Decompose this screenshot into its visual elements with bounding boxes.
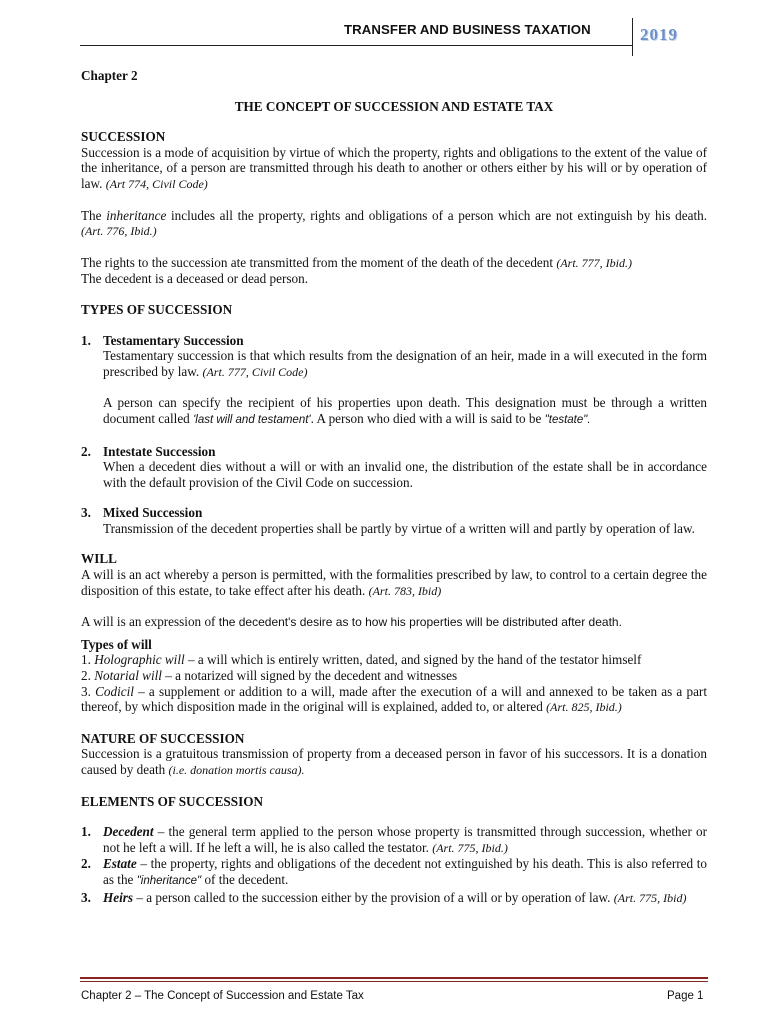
will-paragraph-1: A will is an act whereby a person is permitted, with the formalities prescribed by law, to control to a certain degree the disposition of this estate, to take effect after his death. (Art. 783, Ibid): [81, 567, 707, 598]
header-year: 2019: [640, 25, 678, 44]
header-title: TRANSFER AND BUSINESS TAXATION: [344, 22, 591, 37]
section-heading-succession: SUCCESSION: [81, 129, 166, 145]
succession-paragraph-2: The inheritance includes all the property, rights and obligations of a person which are not extinguish by his death. (Art. 776, Ibid.): [81, 207, 708, 239]
section-heading-will: WILL: [81, 551, 117, 567]
will-type-item: 1. Holographic will – a will which is entirely written, dated, and signed by the hand of the testator himself: [81, 652, 642, 668]
footer-rule-thin: [80, 981, 708, 982]
section-heading-types-of-will: Types of will: [81, 636, 152, 652]
section-heading-types-of-succession: TYPES OF SUCCESSION: [81, 301, 233, 317]
main-title: THE CONCEPT OF SUCCESSION AND ESTATE TAX: [234, 98, 554, 114]
footer-rule: [80, 977, 708, 979]
will-paragraph-2: A will is an expression of the decedent's desire as to how his properties will be distributed after death.: [81, 614, 622, 630]
succession-type-item: 1. Testamentary Succession Testamentary succession is that which results from the designation of an heir, made in a will executed in the form prescribed by law. (Art. 777, Civil Code) A person can specify the recipient of his properties upon death. This designation must be through a written document called 'last will and testament'. A person who died with a will is said to be "testate".: [81, 332, 707, 426]
will-type-item: 2. Notarial will – a notarized will signed by the decedent and witnesses: [81, 668, 458, 684]
section-heading-nature: NATURE OF SUCCESSION: [81, 730, 245, 746]
nature-paragraph: Succession is a gratuitous transmission of property from a deceased person in favor of his successors. It is a donation caused by death (i.e. donation mortis causa).: [81, 746, 707, 777]
element-item: 2. Estate – the property, rights and obligations of the decedent not extinguished by his death. This is also referred to as the "inheritance" of the decedent.: [81, 856, 708, 887]
succession-type-item: 2. Intestate Succession When a decedent dies without a will or with an invalid one, the distribution of the estate shall be in accordance with the default provision of the Civil Code on succession.: [81, 443, 707, 490]
will-type-item: 3. Codicil – a supplement or addition to a will, made after the execution of a will and annexed to be taken as a part thereof, by which disposition made in the original will is explained, added to, or altered (Art. 825, Ibid.): [81, 683, 707, 715]
header-rule: [80, 45, 632, 46]
section-heading-elements: ELEMENTS OF SUCCESSION: [81, 793, 263, 809]
element-item: 3. Heirs – a person called to the succession either by the provision of a will or by operation of law. (Art. 775, Ibid): [81, 889, 687, 905]
element-item: 1. Decedent – the general term applied to the person whose property is transmitted through succession, whether or not he left a will. If he left a will, he is also called the testator. (Art. 775, Ibid.): [81, 824, 708, 855]
succession-paragraph-1: Succession is a mode of acquisition by virtue of which the property, rights and obligations to the extent of the value of the inheritance, of a person are transmitted through his death to another or others either by his will or by operation of law. (Art 774, Civil Code): [81, 144, 707, 191]
succession-paragraph-3: The rights to the succession ate transmitted from the moment of the death of the decedent (Art. 777, Ibid.) The decedent is a deceased or dead person.: [81, 254, 632, 287]
footer-chapter-title: Chapter 2 – The Concept of Succession and Estate Tax: [81, 990, 364, 1002]
chapter-label: Chapter 2: [81, 68, 138, 83]
document-body: [81, 68, 707, 906]
header-divider: [632, 18, 633, 56]
page-number: Page 1: [667, 990, 704, 1002]
succession-type-item: 3. Mixed Succession Transmission of the decedent properties shall be partly by virtue of a written will and partly by operation of law.: [81, 505, 695, 536]
